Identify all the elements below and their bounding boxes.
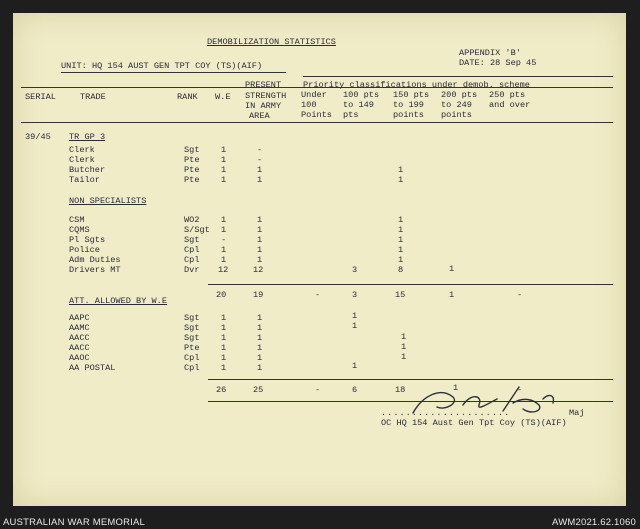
cell-we: 1 — [221, 255, 227, 265]
cell-rank: Sgt — [184, 323, 200, 333]
cell-c3: 1 — [401, 352, 407, 362]
col-c5-1: 250 pts — [489, 90, 526, 100]
total-c4: 1 — [453, 383, 459, 393]
cell-c2: 1 — [352, 311, 358, 321]
cell-c4: 1 — [449, 264, 455, 274]
cell-c3: 1 — [398, 215, 404, 225]
total-c5: - — [517, 385, 523, 395]
cell-trade: Clerk — [69, 145, 95, 155]
cell-strength: - — [257, 145, 263, 155]
cell-rank: Pte — [184, 165, 200, 175]
col-c3-3: points — [393, 110, 424, 120]
total-strength: 25 — [253, 385, 264, 395]
subtotal-c2: 3 — [352, 290, 358, 300]
cell-rank: Sgt — [184, 313, 200, 323]
cell-rank: Pte — [184, 343, 200, 353]
cell-c2: 1 — [352, 321, 358, 331]
cell-strength: 1 — [257, 353, 263, 363]
signature-rank: Maj — [569, 408, 585, 418]
col-present-2: STRENGTH — [245, 91, 287, 101]
section-heading: NON SPECIALISTS — [69, 196, 147, 206]
cell-c3: 1 — [398, 255, 404, 265]
cell-c3: 1 — [398, 245, 404, 255]
cell-trade: AA POSTAL — [69, 363, 116, 373]
cell-trade: Tailor — [69, 175, 100, 185]
document-page — [13, 13, 626, 506]
rule-top — [303, 76, 613, 77]
cell-c3: 1 — [398, 165, 404, 175]
cell-trade: AAPC — [69, 313, 90, 323]
signature-dots: ..................... — [381, 408, 511, 418]
cell-we: 1 — [221, 363, 227, 373]
col-present-1: PRESENT — [245, 80, 282, 90]
cell-strength: 1 — [257, 215, 263, 225]
col-serial: SERIAL — [25, 92, 56, 102]
cell-strength: 1 — [257, 235, 263, 245]
cell-we: 1 — [221, 323, 227, 333]
col-rank: RANK — [177, 92, 198, 102]
cell-trade: Clerk — [69, 155, 95, 165]
cell-we: 1 — [221, 343, 227, 353]
section-heading: ATT. ALLOWED BY W.E — [69, 296, 167, 306]
col-c3-1: 150 pts — [393, 90, 430, 100]
cell-we: 1 — [221, 353, 227, 363]
col-c4-1: 200 pts — [441, 90, 478, 100]
cell-trade: CQMS — [69, 225, 90, 235]
cell-strength: 1 — [257, 323, 263, 333]
cell-we: 1 — [221, 145, 227, 155]
cell-strength: 1 — [257, 245, 263, 255]
cell-rank: Cpl — [184, 255, 200, 265]
cell-rank: Dvr — [184, 265, 200, 275]
serial-number: 39/45 — [25, 132, 51, 142]
cell-c2: 3 — [352, 265, 358, 275]
col-present-3: IN ARMY — [245, 101, 282, 111]
cell-strength: 1 — [257, 363, 263, 373]
unit-line: UNIT: HQ 154 AUST GEN TPT COY (TS)(AIF) — [61, 61, 263, 71]
doc-title: DEMOBILIZATION STATISTICS — [207, 37, 336, 47]
subtotal-c3: 15 — [395, 290, 406, 300]
cell-rank: Pte — [184, 155, 200, 165]
subtotal-we: 20 — [216, 290, 227, 300]
subtotal-c1: - — [315, 290, 321, 300]
total-c1: - — [315, 385, 321, 395]
subtotal-c5: - — [517, 290, 523, 300]
section-heading: TR GP 3 — [69, 132, 106, 142]
cell-strength: 1 — [257, 333, 263, 343]
cell-c3: 8 — [398, 265, 404, 275]
col-we: W.E — [215, 92, 231, 102]
cell-trade: Pl Sgts — [69, 235, 106, 245]
cell-we: 1 — [221, 313, 227, 323]
cell-c3: 1 — [398, 235, 404, 245]
cell-trade: AACC — [69, 333, 90, 343]
col-trade: TRADE — [80, 92, 106, 102]
footer-left: AUSTRALIAN WAR MEMORIAL — [3, 517, 146, 528]
col-c2-1: 100 pts — [343, 90, 380, 100]
cell-rank: Sgt — [184, 235, 200, 245]
cell-c3: 1 — [398, 175, 404, 185]
appendix-label: APPENDIX 'B' — [459, 48, 521, 58]
cell-rank: Sgt — [184, 333, 200, 343]
cell-we: 1 — [221, 175, 227, 185]
rule-under-header — [21, 122, 613, 123]
total-c2: 6 — [352, 385, 358, 395]
cell-strength: 12 — [253, 265, 264, 275]
unit-underline — [61, 72, 286, 73]
total-c3: 18 — [395, 385, 406, 395]
date-line: DATE: 28 Sep 45 — [459, 58, 537, 68]
cell-we: 1 — [221, 245, 227, 255]
cell-rank: WO2 — [184, 215, 200, 225]
cell-strength: 1 — [257, 175, 263, 185]
cell-c3: 1 — [401, 342, 407, 352]
cell-rank: Cpl — [184, 353, 200, 363]
col-c3-2: to 199 — [393, 100, 424, 110]
cell-trade: CSM — [69, 215, 85, 225]
cell-we: - — [221, 235, 227, 245]
cell-we: 1 — [221, 165, 227, 175]
footer-right: AWM2021.62.1060 — [552, 517, 636, 528]
col-c2-3: pts — [343, 110, 359, 120]
col-priority: Priority classifications under demob. scheme — [303, 80, 530, 90]
cell-rank: Sgt — [184, 145, 200, 155]
cell-trade: AAMC — [69, 323, 90, 333]
cell-rank: S/Sgt — [184, 225, 210, 235]
cell-strength: 1 — [257, 313, 263, 323]
cell-we: 12 — [218, 265, 229, 275]
cell-strength: 1 — [257, 255, 263, 265]
signature-title: OC HQ 154 Aust Gen Tpt Coy (TS)(AIF) — [381, 418, 567, 428]
total-we: 26 — [216, 385, 227, 395]
col-c2-2: to 149 — [343, 100, 374, 110]
cell-trade: Adm Duties — [69, 255, 121, 265]
cell-trade: Butcher — [69, 165, 106, 175]
cell-strength: 1 — [257, 343, 263, 353]
cell-rank: Pte — [184, 175, 200, 185]
cell-c3: 1 — [401, 332, 407, 342]
archive-footer — [0, 508, 640, 529]
cell-rank: Cpl — [184, 363, 200, 373]
col-c1-3: Points — [301, 110, 332, 120]
col-c5-2: and over — [489, 100, 531, 110]
cell-we: 1 — [221, 225, 227, 235]
cell-strength: 1 — [257, 225, 263, 235]
cell-strength: - — [257, 155, 263, 165]
cell-rank: Cpl — [184, 245, 200, 255]
cell-c3: 1 — [398, 225, 404, 235]
cell-trade: AAOC — [69, 353, 90, 363]
cell-c2: 1 — [352, 361, 358, 371]
cell-we: 1 — [221, 333, 227, 343]
cell-strength: 1 — [257, 165, 263, 175]
subtotal-strength: 19 — [253, 290, 264, 300]
col-c4-2: to 249 — [441, 100, 472, 110]
cell-we: 1 — [221, 215, 227, 225]
col-present-4: AREA — [249, 111, 270, 121]
col-c1-1: Under — [301, 90, 327, 100]
cell-we: 1 — [221, 155, 227, 165]
col-c1-2: 100 — [301, 100, 317, 110]
col-c4-3: points — [441, 110, 472, 120]
subtotal-c4: 1 — [449, 290, 455, 300]
cell-trade: AACC — [69, 343, 90, 353]
cell-trade: Drivers MT — [69, 265, 121, 275]
rule-subtotal — [208, 284, 613, 285]
cell-trade: Police — [69, 245, 100, 255]
